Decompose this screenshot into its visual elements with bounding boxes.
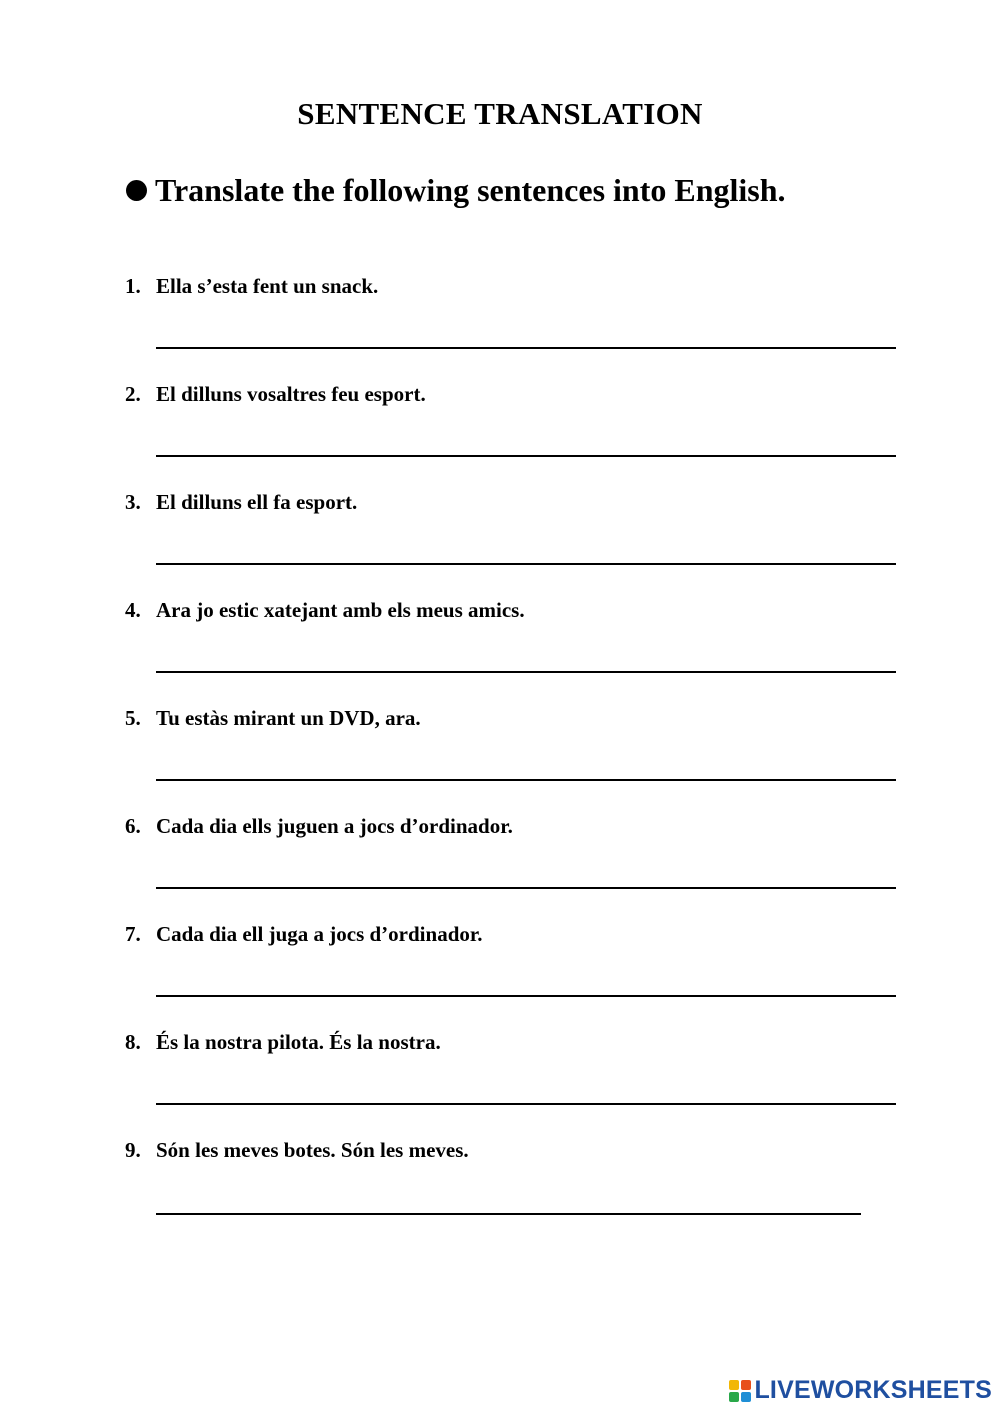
question-text: Tu estàs mirant un DVD, ara. [156, 706, 421, 730]
answer-line[interactable] [156, 671, 896, 673]
question-item [125, 706, 421, 731]
question-text: És la nostra pilota. És la nostra. [156, 1030, 441, 1054]
answer-line[interactable] [156, 347, 896, 349]
page-title: SENTENCE TRANSLATION [297, 96, 703, 131]
question-number: 7. [125, 922, 141, 946]
question-item [125, 382, 426, 407]
question-item [125, 1138, 469, 1163]
question-number: 1. [125, 274, 141, 298]
question-text: El dilluns ell fa esport. [156, 490, 358, 514]
answer-line[interactable] [156, 455, 896, 457]
answer-line[interactable] [156, 1103, 896, 1105]
question-text: Cada dia ell juga a jocs d’ordinador. [156, 922, 483, 946]
bullet-icon [126, 180, 147, 201]
instruction [126, 172, 786, 209]
liveworksheets-logo-icon [729, 1380, 751, 1402]
brand-logo [729, 1376, 992, 1405]
question-number: 8. [125, 1030, 141, 1054]
answer-line[interactable] [156, 1213, 861, 1215]
logo-square [741, 1380, 751, 1390]
logo-square [741, 1392, 751, 1402]
question-item [125, 490, 357, 515]
question-item [125, 1030, 441, 1055]
logo-square [729, 1380, 739, 1390]
question-item [125, 274, 378, 299]
question-number: 4. [125, 598, 141, 622]
question-number: 2. [125, 382, 141, 406]
question-text: Ara jo estic xatejant amb els meus amics. [156, 598, 525, 622]
answer-line[interactable] [156, 995, 896, 997]
answer-line[interactable] [156, 563, 896, 565]
answer-line[interactable] [156, 887, 896, 889]
question-number: 3. [125, 490, 141, 514]
question-number: 6. [125, 814, 141, 838]
logo-square [729, 1392, 739, 1402]
question-number: 9. [125, 1138, 141, 1162]
question-number: 5. [125, 706, 141, 730]
question-text: Cada dia ells juguen a jocs d’ordinador. [156, 814, 513, 838]
question-item [125, 598, 525, 623]
question-text: Són les meves botes. Són les meves. [156, 1138, 469, 1162]
question-item [125, 814, 513, 839]
brand-name: LIVEWORKSHEETS [754, 1376, 992, 1404]
question-text: El dilluns vosaltres feu esport. [156, 382, 426, 406]
instruction-text: Translate the following sentences into English. [155, 172, 786, 208]
question-text: Ella s’esta fent un snack. [156, 274, 379, 298]
answer-line[interactable] [156, 779, 896, 781]
question-item [125, 922, 483, 947]
